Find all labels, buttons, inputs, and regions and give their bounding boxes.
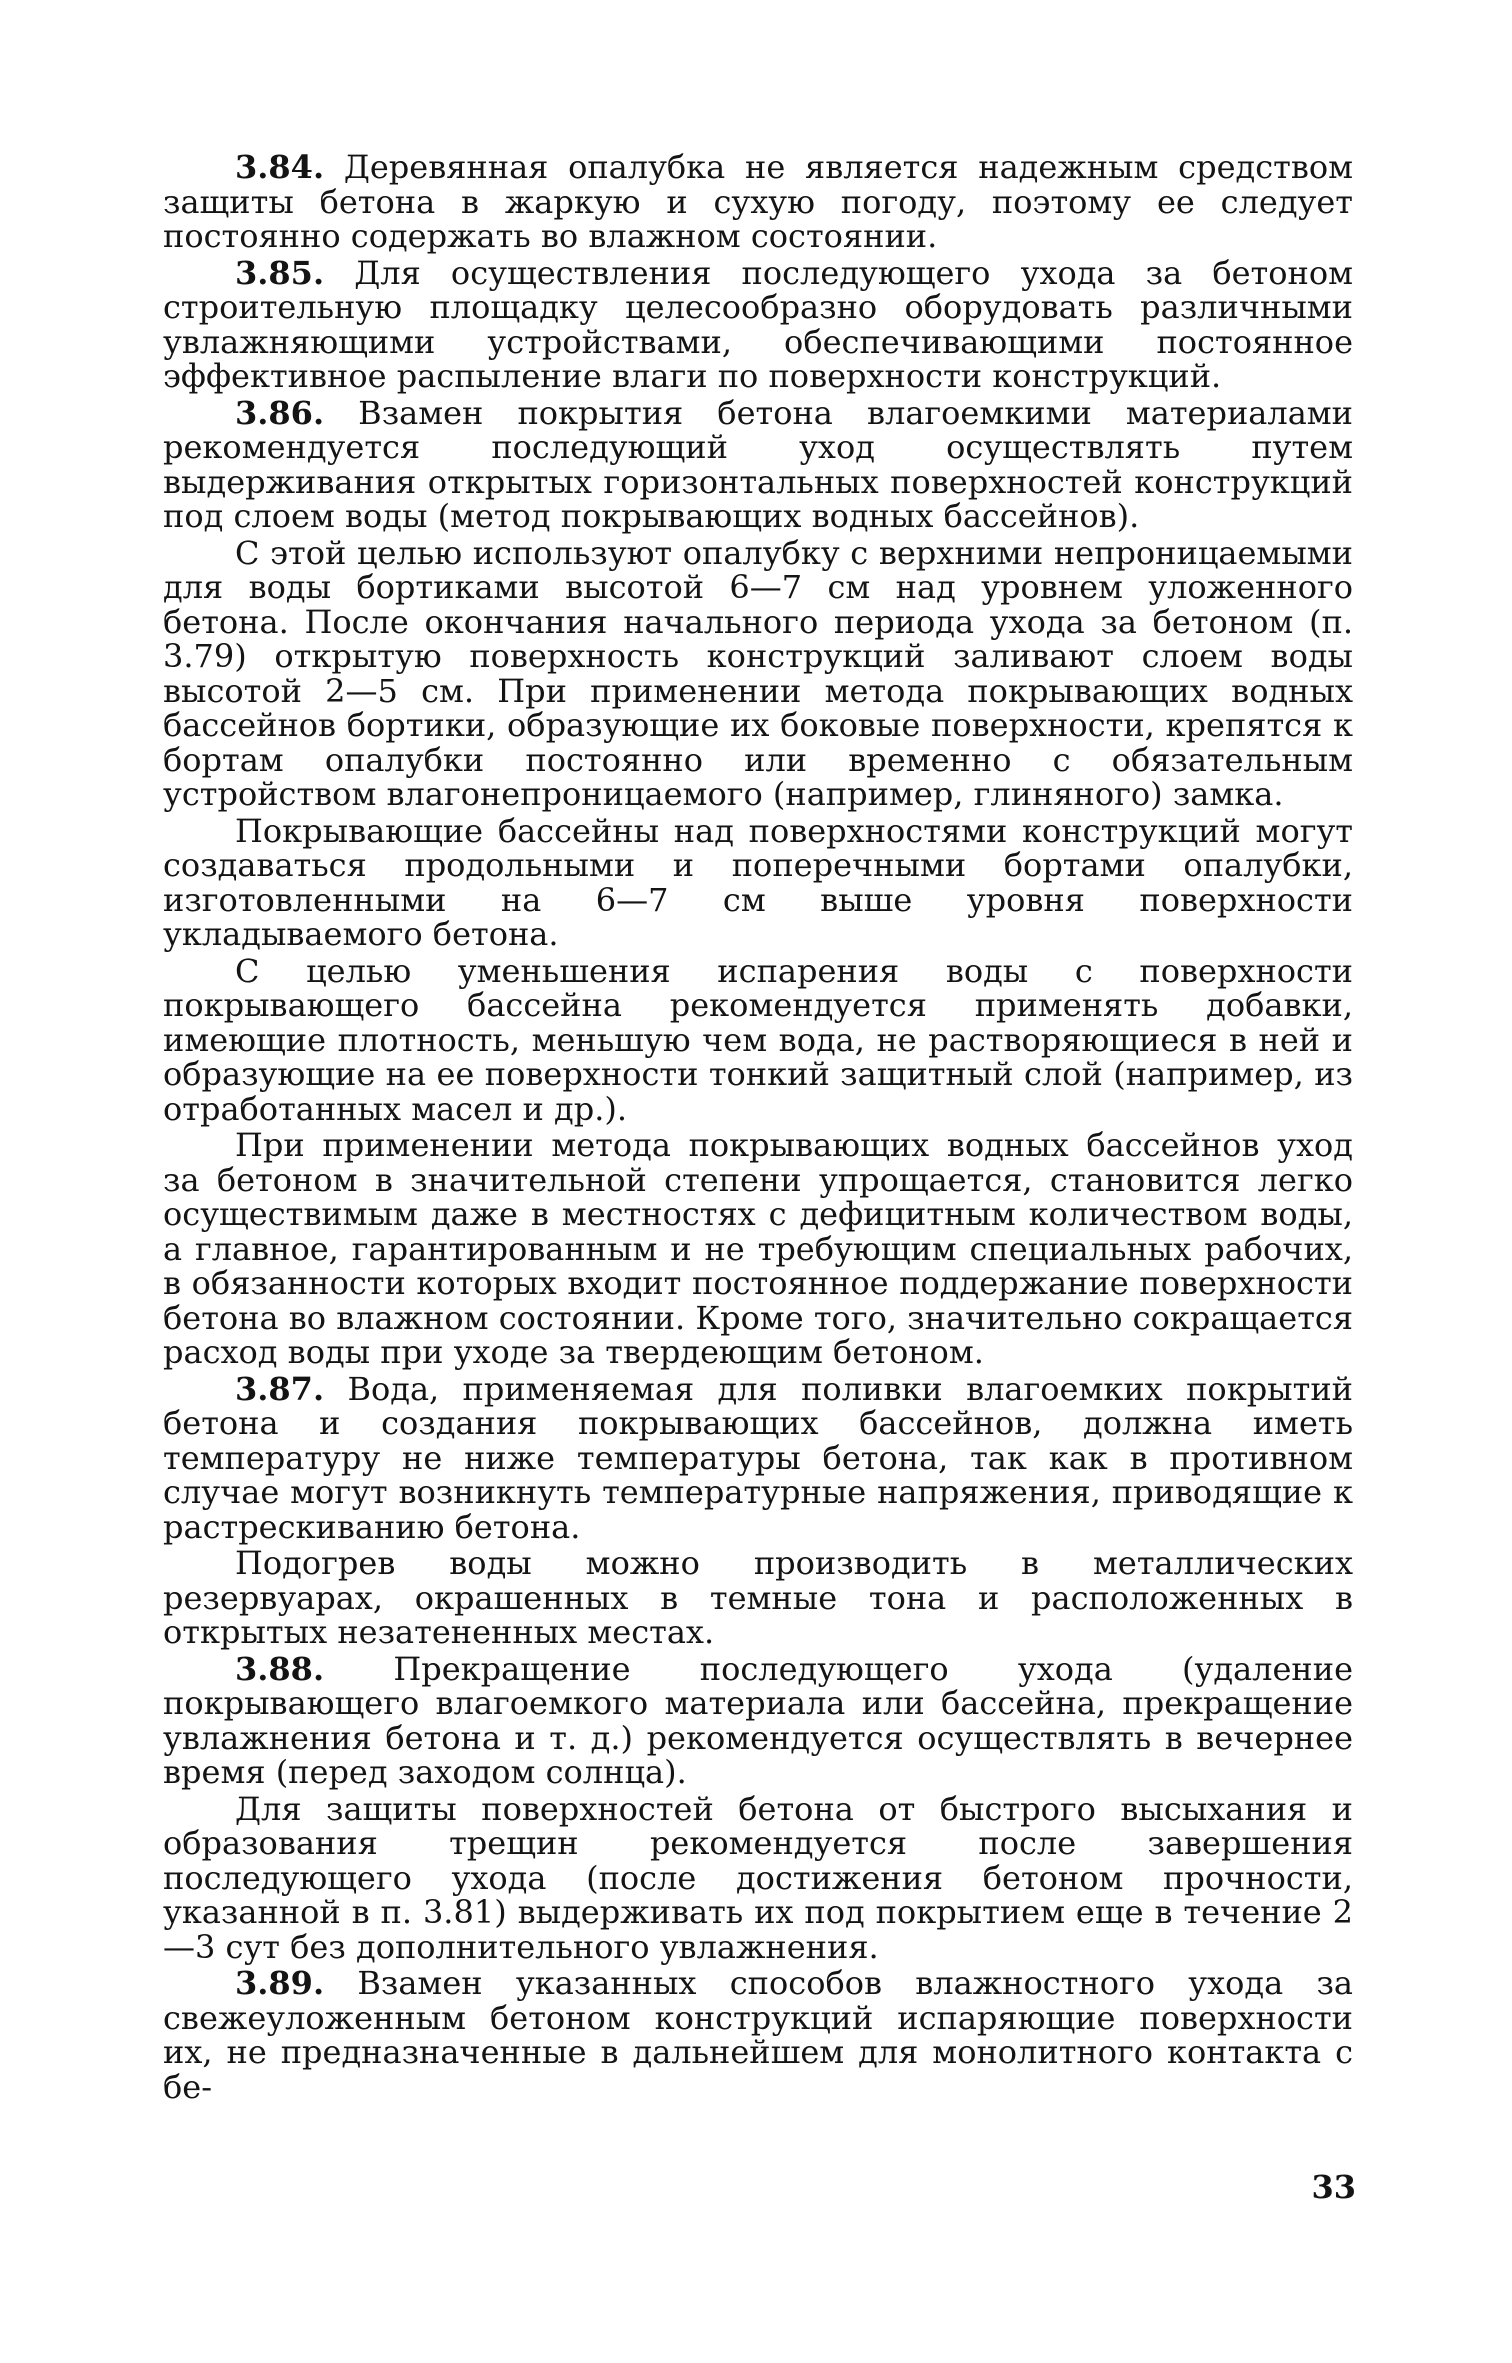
paragraph-text: Вода, применяемая для поливки влагоемких покрытий бетона и создания покрывающих бассейнов, должна иметь температуру не ниже температуры бетона, так как в противном случае могут возникнуть температурные напряжения, приводящие к растрескиванию бетона. [163,1369,1354,1546]
section-number: 3.85. [235,253,325,292]
section-number: 3.89. [235,1964,325,2002]
paragraph-text: Взамен указанных способов влажностного ухода за свежеуложенным бетоном конструкций испаряющие поверхности их, не предназначенные в дальнейшем для монолитного контакта с бе- [163,1964,1354,2106]
paragraph-3-89 [163,1966,1353,2104]
paragraph-3-86 [163,393,1354,535]
paragraph-continuation [163,1789,1353,1966]
paragraph-text: Взамен покрытия бетона влагоемкими материалами рекомендуется последующий уход осуществлять путем выдерживания открытых горизонтальных поверхностей конструкций под слоем воды (метод покрывающих водных бассейнов). [163,393,1354,535]
section-number: 3.87. [235,1369,325,1408]
paragraph-continuation [163,1546,1353,1650]
paragraph-3-88 [163,1649,1354,1791]
page-number: 33 [1311,2168,1356,2206]
paragraph-text: При применении метода покрывающих водных бассейнов уход за бетоном в значительной степени упрощается, становится легко осуществимым даже в местностях с дефицитным количеством воды, а главное, гарантированным и не требующим специальных рабочих, в обязанности которых входит постоянное поддержание поверхности бетона во влажном состоянии. Кроме того, значительно сокращается расход воды при уходе за твердеющим бетоном. [163,1126,1353,1371]
paragraph-continuation [163,533,1353,813]
paragraph-text: Прекращение последующего ухода (удаление покрывающего влагоемкого материала или бассейна, прекращение увлажнения бетона и т. д.) рекомендуется осуществлять в вечернее время (перед заходом солнца). [163,1649,1354,1791]
paragraph-3-85 [163,253,1353,395]
paragraph-continuation [163,811,1353,953]
paragraph-3-87 [163,1369,1354,1546]
paragraph-text: Подогрев воды можно производить в металлических резервуарах, окрашенных в темные тона и расположенных в открытых незатененных местах. [163,1544,1353,1651]
paragraph-text: Покрывающие бассейны над поверхностями конструкций могут создаваться продольными и поперечными бортами опалубки, изготовленными на 6—7 см выше уровня поверхности укладываемого бетона. [163,811,1353,953]
section-number: 3.88. [235,1649,325,1688]
paragraph-text: С целью уменьшения испарения воды с поверхности покрывающего бассейна рекомендуется применять добавки, имеющие плотность, меньшую чем вода, не растворяющиеся в ней и образующие на ее поверхности тонкий защитный слой (например, из отработанных масел и др.). [163,951,1353,1128]
paragraph-text: С этой целью используют опалубку с верхними непроницаемыми для воды бортиками высотой 6—7 см над уровнем уложенного бетона. После окончания начального периода ухода за бетоном (п. 3.79) открытую поверхность конструкций заливают слоем воды высотой 2—5 см. При применении метода покрывающих водных бассейнов бортики, образующие их боковые поверхности, крепятся к бортам опалубки постоянно или временно с обязательным устройством влагонепроницаемого (например, глиняного) замка. [163,533,1353,813]
paragraph-text: Для осуществления последующего ухода за бетоном строительную площадку целесообразно оборудовать различными увлажняющими устройствами, обеспечивающими постоянное эффективное распыление влаги по поверхности конструкций. [163,253,1353,395]
paragraph-continuation [163,1128,1353,1370]
paragraph-text: Для защиты поверхностей бетона от быстрого высыхания и образования трещин рекомендуется после завершения последующего ухода (после достижения бетоном прочности, указанной в п. 3.81) выдерживать их под покрытием еще в течение 2—3 сут без дополнительного увлажнения. [163,1789,1353,1966]
section-number: 3.86. [235,393,325,432]
paragraph-3-84 [163,150,1353,254]
paragraph-continuation [163,951,1353,1128]
paragraph-text: Деревянная опалубка не является надежным средством защиты бетона в жаркую и сухую погоду, поэтому ее следует постоянно содержать во влажном состоянии. [163,148,1353,255]
body-text [163,150,1353,2106]
section-number: 3.84. [235,148,325,186]
